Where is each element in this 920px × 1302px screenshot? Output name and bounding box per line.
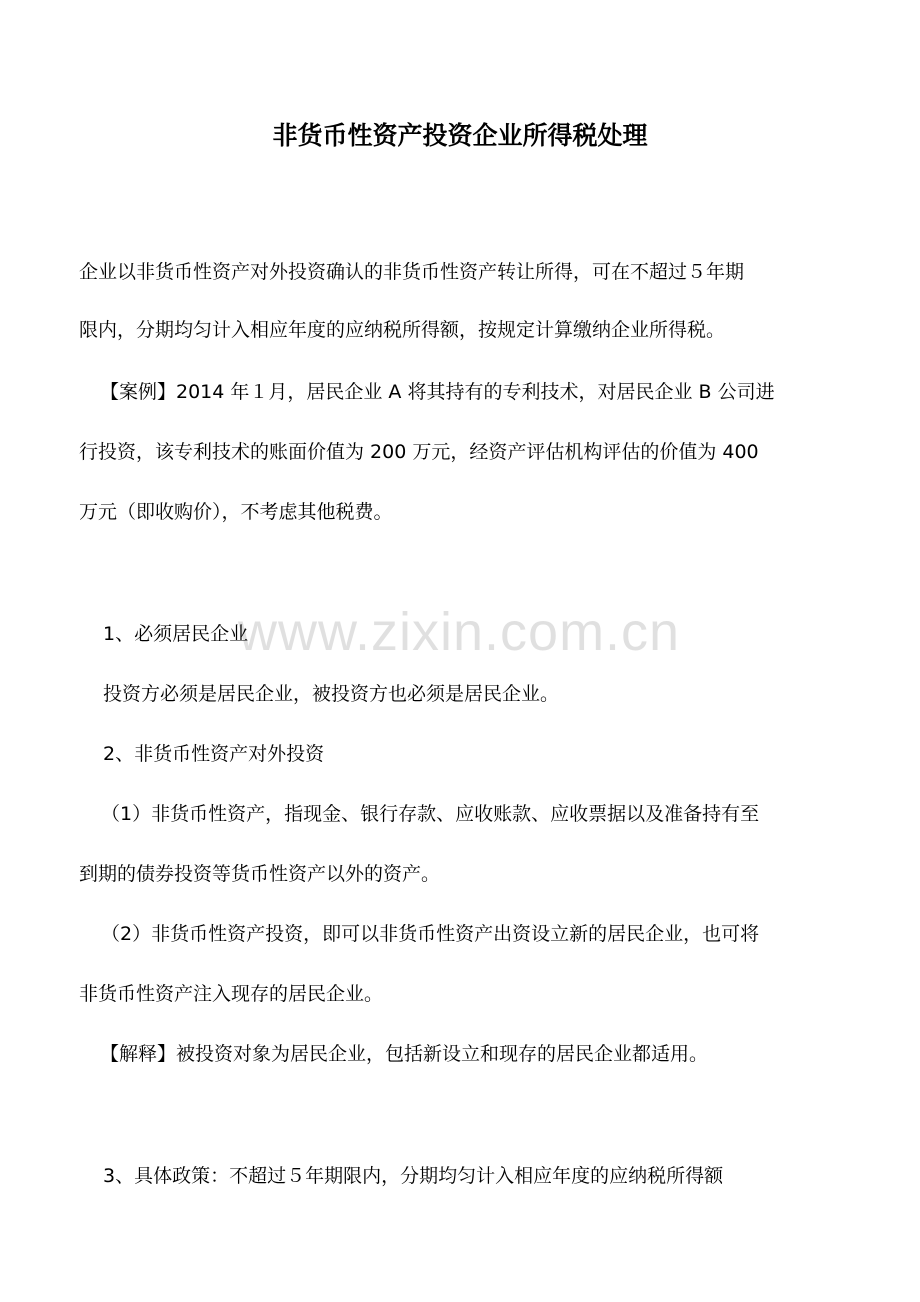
paragraph-line-11: 【解释】被投资对象为居民企业，包括新设立和现存的居民企业都适用。 <box>100 1043 709 1065</box>
paragraph-line-10: 非货币性资产注入现存的居民企业。 <box>79 983 384 1005</box>
document-title: 非货币性资产投资企业所得税处理 <box>272 121 648 150</box>
section-heading-1: 1、必须居民企业 <box>103 623 249 645</box>
paragraph-line-4: 行投资，该专利技术的账面价值为 200 万元，经资产评估机构评估的价值为 400 <box>79 441 759 463</box>
paragraph-line-9: （2）非货币性资产投资，即可以非货币性资产出资设立新的居民企业，也可将 <box>101 923 760 945</box>
paragraph-line-5: 万元（即收购价），不考虑其他税费。 <box>79 501 393 523</box>
paragraph-line-8: 到期的债券投资等货币性资产以外的资产。 <box>79 863 441 885</box>
paragraph-line-2: 限内，分期均匀计入相应年度的应纳税所得额，按规定计算缴纳企业所得税。 <box>79 319 726 341</box>
site-watermark: www.zixin.com.cn <box>238 602 681 662</box>
paragraph-line-6: 投资方必须是居民企业，被投资方也必须是居民企业。 <box>103 683 560 705</box>
paragraph-line-3: 【案例】2014 年１月，居民企业 A 将其持有的专利技术，对居民企业 B 公司进 <box>100 381 775 403</box>
section-heading-3: 3、具体政策：不超过５年期限内，分期均匀计入相应年度的应纳税所得额 <box>103 1165 724 1187</box>
paragraph-line-1: 企业以非货币性资产对外投资确认的非货币性资产转让所得，可在不超过５年期 <box>79 261 745 283</box>
paragraph-line-7: （1）非货币性资产，指现金、银行存款、应收账款、应收票据以及准备持有至 <box>101 803 760 825</box>
section-heading-2: 2、非货币性资产对外投资 <box>103 743 325 765</box>
